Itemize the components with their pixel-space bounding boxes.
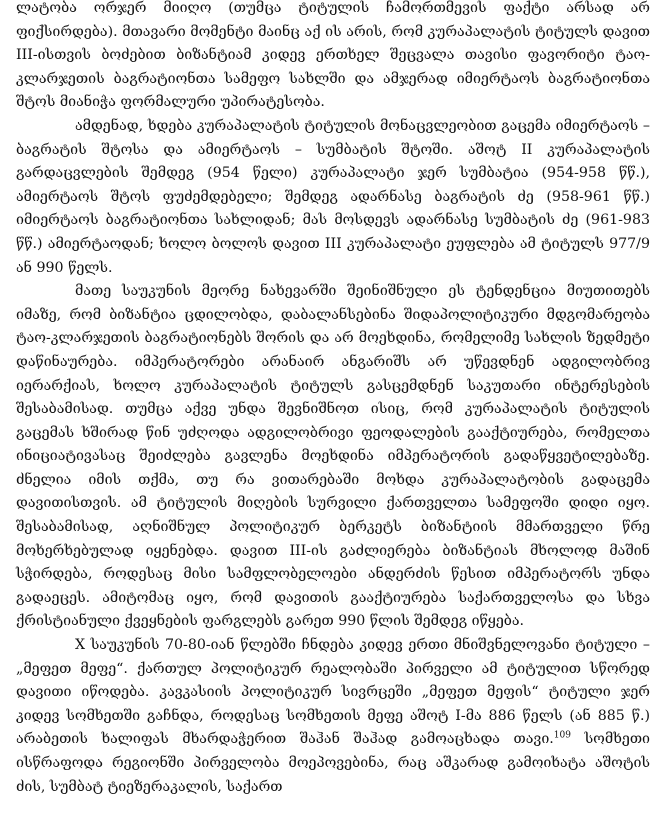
paragraph-4 xyxy=(16,634,650,799)
paragraph-1: ლატობა ორჯერ მიიღო (თუმცა ტიტულის ჩამორთმევის ფაქტი არსად არ ფიქსირდება). მთავარი მომენტი მაინც აქ ის არის, რომ კურაპალატის ტიტულს დავით III-ისთვის ბოძებით ბიზანტიამ კიდევ ერთხელ შეცვალა თავისი ფავორიტი ტაო-კლარჯეთის ბაგრატიონთა სამეფო სახლში და ამჯერად იმიერტაოს ბაგრატიონთა შტოს მიანიჭა ფორმალური უპირატესობა. xyxy=(16,0,650,111)
paragraph-2: ამდენად, ხდება კურაპალატის ტიტულის მონაცვლეობით გაცემა იმიერტაოს – ბაგრატის შტოსა და ამიერტაოს – სუმბატის შტოში. აშოტ II კურაპალატის გარდაცვლების შემდეგ (954 წელი) კურაპალატი ჯერ სუმბატია (954-958 წწ.), ამიერტაოს შტოს ფუძემდებელი; შემდეგ ადარნასე ბაგრატის ძე (958-961 წწ.) იმიერტაოს ბაგრატიონთა სახლიდან; მას მოსდევს ადარნასე სუმბატის ძე (961-983 წწ.) ამიერტაოდან; ხოლო ბოლოს დავით III კურაპალატი ეუფლება ამ ტიტულს 977/9 ან 990 წელს. xyxy=(16,117,650,276)
paragraph-3: მათე საუკუნის მეორე ნახევარში შეინიშნული ეს ტენდენცია მიუთითებს იმაზე, რომ ბიზანტია ცდილობდა, დაბალანსებინა შიდაპოლიტიკური მდგომარეობა ტაო-კლარჯეთის ბაგრატიონებს შორის და არ მოეხდინა, რომელიმე სახლის ზედმეტი დაწინაურება. იმპერატორები არანაირ ანგარიშს არ უწევდნენ ადგილობრივ იერარქიას, ხოლო კურაპალატის ტიტულს გასცემდნენ საკუთარი ინტერესების შესაბამისად. თუმცა აქვე უნდა შევნიშნოთ ისიც, რომ კურაპალატის ტიტულის გაცემას ხშირად წინ უძღოდა ადგილობრივი ფეოდალების გააქტიურება, რომელთა ინიციატივასაც შეიძლება გავლენა მოეხდინა იმპერატორის გადაწყვეტილებაზე. ძნელია იმის თქმა, თუ რა ვითარებაში მოხდა კურაპალატობის გადაცემა დავითისთვის. ამ ტიტულის მიღების სურვილი ქართველთა სამეფოში დიდი იყო. შესაბამისად, აღნიშნულ პოლიტიკურ ბერკეტს ბიზანტიის მმართველი წრე მოხერხებულად იყენებდა. დავით III-ის გაძლიერება ბიზანტიას მხოლოდ მაშინ სჭირდება, როდესაც მისი სამფლობელოები ანდერძის წესით იმპერატორს უნდა გადაეცეს. ამიტომაც იყო, რომ დავითის გააქტიურება საქართველოსა და სხვა ქრისტიანული ქვეყნების ფარგლებს გარეთ 990 წლის შემდეგ იწყება. xyxy=(16,283,650,630)
footnote-reference[interactable]: 109 xyxy=(553,730,571,741)
document-page xyxy=(16,0,650,799)
paragraph-4-text-b: სომხეთი ისწრაფოდა რეგიონში პირველობა მოეპოვებინა, რაც აშკარად გამოიხატა აშოტის ძის, სუმბატ ტიეზერაკალის, საქართ xyxy=(16,731,650,795)
paragraph-4-text-a: X საუკუნის 70-80-იან წლებში ჩნდება კიდევ ერთი მნიშვნელოვანი ტიტული – „მეფეთ მეფე“. ქართულ პოლიტიკურ რეალობაში პირველი ამ ტიტულით სწორედ დავითი იწოდება. კავკასიის პოლიტიკურ სივრცეში „მეფეთ მეფის“ ტიტული ჯერ კიდევ სომხეთში გაჩნდა, როდესაც სომხეთის მეფე აშოტ I-მა 886 წელს (ან 885 წ.) არაბეთის ხალიფას მხარდაჭერით შაჰან შაჰად გამოაცხადა თავი. xyxy=(16,637,650,748)
